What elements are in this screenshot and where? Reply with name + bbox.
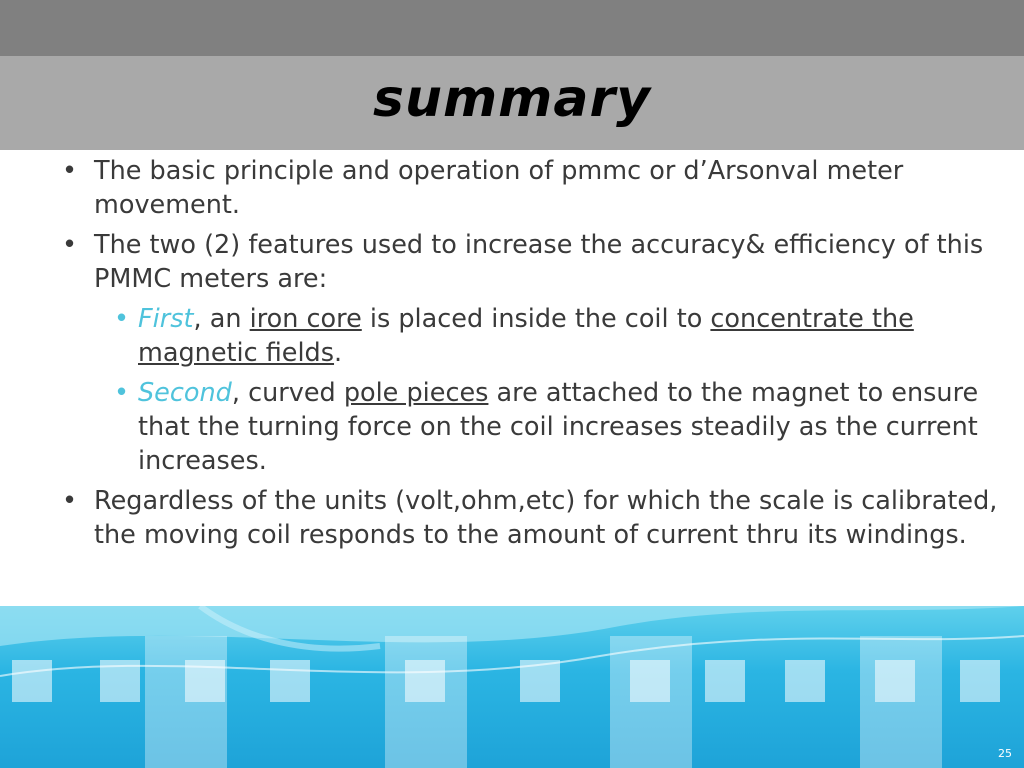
decor-square xyxy=(785,660,825,702)
decor-square xyxy=(520,660,560,702)
text-segment: is placed inside the coil to xyxy=(361,304,711,334)
decor-square xyxy=(630,660,670,702)
bullet-text: The two (2) features used to increase the accuracy& efficiency of this PMMC meters are: xyxy=(94,230,984,294)
sub-bullet-dot: • xyxy=(114,304,130,334)
bullet-list xyxy=(0,154,1024,558)
text-segment: are attached to the magnet to ensure that the turning force on the coil increases steadily as the current increases. xyxy=(138,378,979,476)
bullet-text: The basic principle and operation of pmmc or d’Arsonval meter movement. xyxy=(94,156,904,220)
decor-square xyxy=(960,660,1000,702)
bullet-dot: • xyxy=(62,486,78,516)
bullet-dot: • xyxy=(62,156,78,186)
slide-title: summary xyxy=(373,69,651,129)
decor-square xyxy=(12,660,52,702)
decor-square xyxy=(185,660,225,702)
sub-bullet-dot: • xyxy=(114,378,130,408)
emphasis-second: Second xyxy=(138,378,232,408)
decor-panel xyxy=(610,636,692,768)
sub-bullet-second xyxy=(0,376,1024,478)
page-number: 25 xyxy=(998,747,1012,760)
decor-square xyxy=(875,660,915,702)
footer-decoration xyxy=(0,606,1024,768)
decor-panel xyxy=(145,636,227,768)
decor-panel xyxy=(860,636,942,768)
text-segment: , curved xyxy=(231,378,344,408)
text-segment: . xyxy=(334,338,343,368)
bullet-dot: • xyxy=(62,230,78,260)
decor-square xyxy=(100,660,140,702)
decor-square xyxy=(705,660,745,702)
bullet-principle xyxy=(0,154,1024,222)
decor-panel xyxy=(385,636,467,768)
sub-bullet-first xyxy=(0,302,1024,370)
bullet-features xyxy=(0,228,1024,296)
text-segment: , an xyxy=(193,304,250,334)
underlined-concentrate-fields: concentrate the magnetic fields xyxy=(138,304,914,368)
decor-square xyxy=(270,660,310,702)
underlined-pole-pieces: pole pieces xyxy=(343,378,489,408)
decor-square xyxy=(405,660,445,702)
underlined-iron-core: iron core xyxy=(249,304,362,334)
emphasis-first: First xyxy=(138,304,194,334)
bullet-regardless xyxy=(0,484,1024,552)
top-band xyxy=(0,0,1024,56)
bullet-text: Regardless of the units (volt,ohm,etc) for which the scale is calibrated, the moving coil responds to the amount of current thru its windings. xyxy=(94,486,998,550)
